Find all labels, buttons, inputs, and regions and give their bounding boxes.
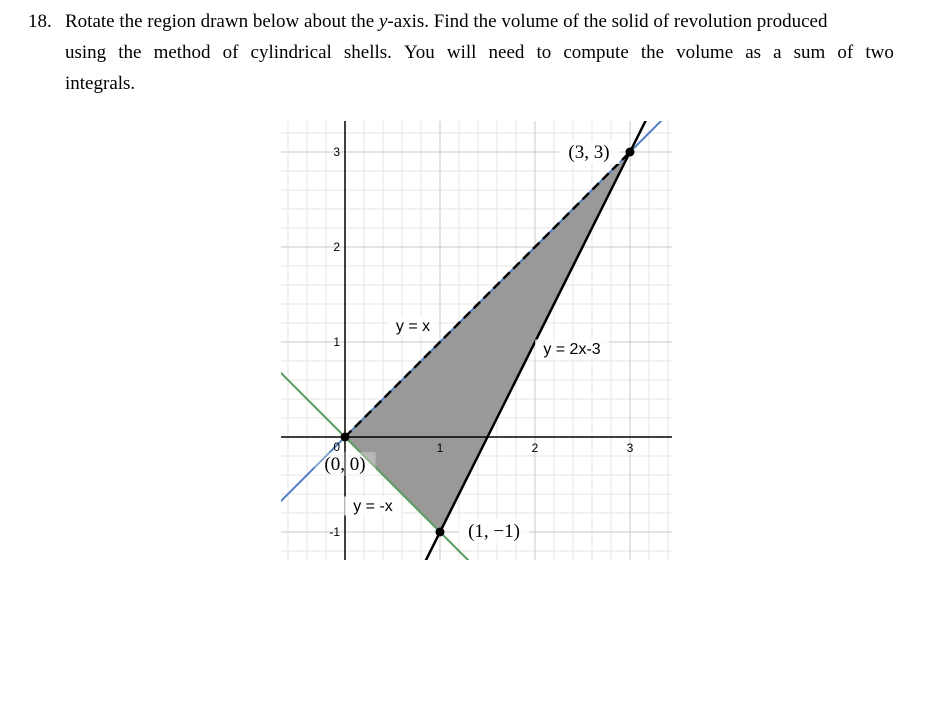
point-label-origin: (0, 0) (324, 454, 366, 475)
problem-word: two (865, 42, 894, 63)
variable-y: y (378, 11, 388, 32)
problem-word: using (65, 42, 107, 63)
problem-word: need (488, 42, 525, 63)
origin-tick-label: 0 (333, 440, 340, 454)
x-tick-label: 1 (436, 441, 444, 455)
problem-word: cylindrical (250, 42, 332, 63)
problem-word: will (446, 42, 477, 63)
point-label-point-3-3: (3, 3) (568, 142, 610, 163)
problem-word: method (153, 42, 211, 63)
problem-word: of (837, 42, 854, 63)
y-tick-label: 3 (333, 145, 340, 159)
x-tick-label: 2 (531, 441, 539, 455)
equation-label-y-equals-neg-x: y = -x (353, 498, 393, 515)
problem-word: the (118, 42, 142, 63)
x-tick-label: 3 (626, 441, 634, 455)
problem-word: to (536, 42, 552, 63)
problem-word: sum (793, 42, 826, 63)
problem-text-part: -axis. Find the volume of the solid of revolution produced (387, 11, 828, 32)
point-marker-point-3-3 (626, 148, 635, 157)
problem-word: a (773, 42, 782, 63)
problem-word: compute (563, 42, 629, 63)
problem-word: You (403, 42, 435, 63)
problem-word: the (640, 42, 665, 63)
problem-word: of (222, 42, 239, 63)
problem-number: 18. (28, 11, 52, 32)
y-tick-label: 1 (333, 335, 340, 349)
equation-label-y-equals-2x-minus-3: y = 2x-3 (543, 341, 601, 358)
problem-word: shells. (343, 42, 392, 63)
equation-label-y-equals-x: y = x (395, 318, 431, 335)
point-marker-point-1-neg1 (436, 528, 445, 537)
problem-word: volume (676, 42, 734, 63)
point-marker-origin (341, 433, 350, 442)
y-tick-label: -1 (329, 525, 340, 539)
problem-text-part: Rotate the region drawn below about the (65, 11, 379, 32)
point-label-point-1-neg1: (1, −1) (468, 521, 520, 542)
y-tick-label: 2 (333, 240, 340, 254)
problem-word: as (745, 42, 762, 63)
problem-line-3: integrals. (65, 73, 136, 94)
